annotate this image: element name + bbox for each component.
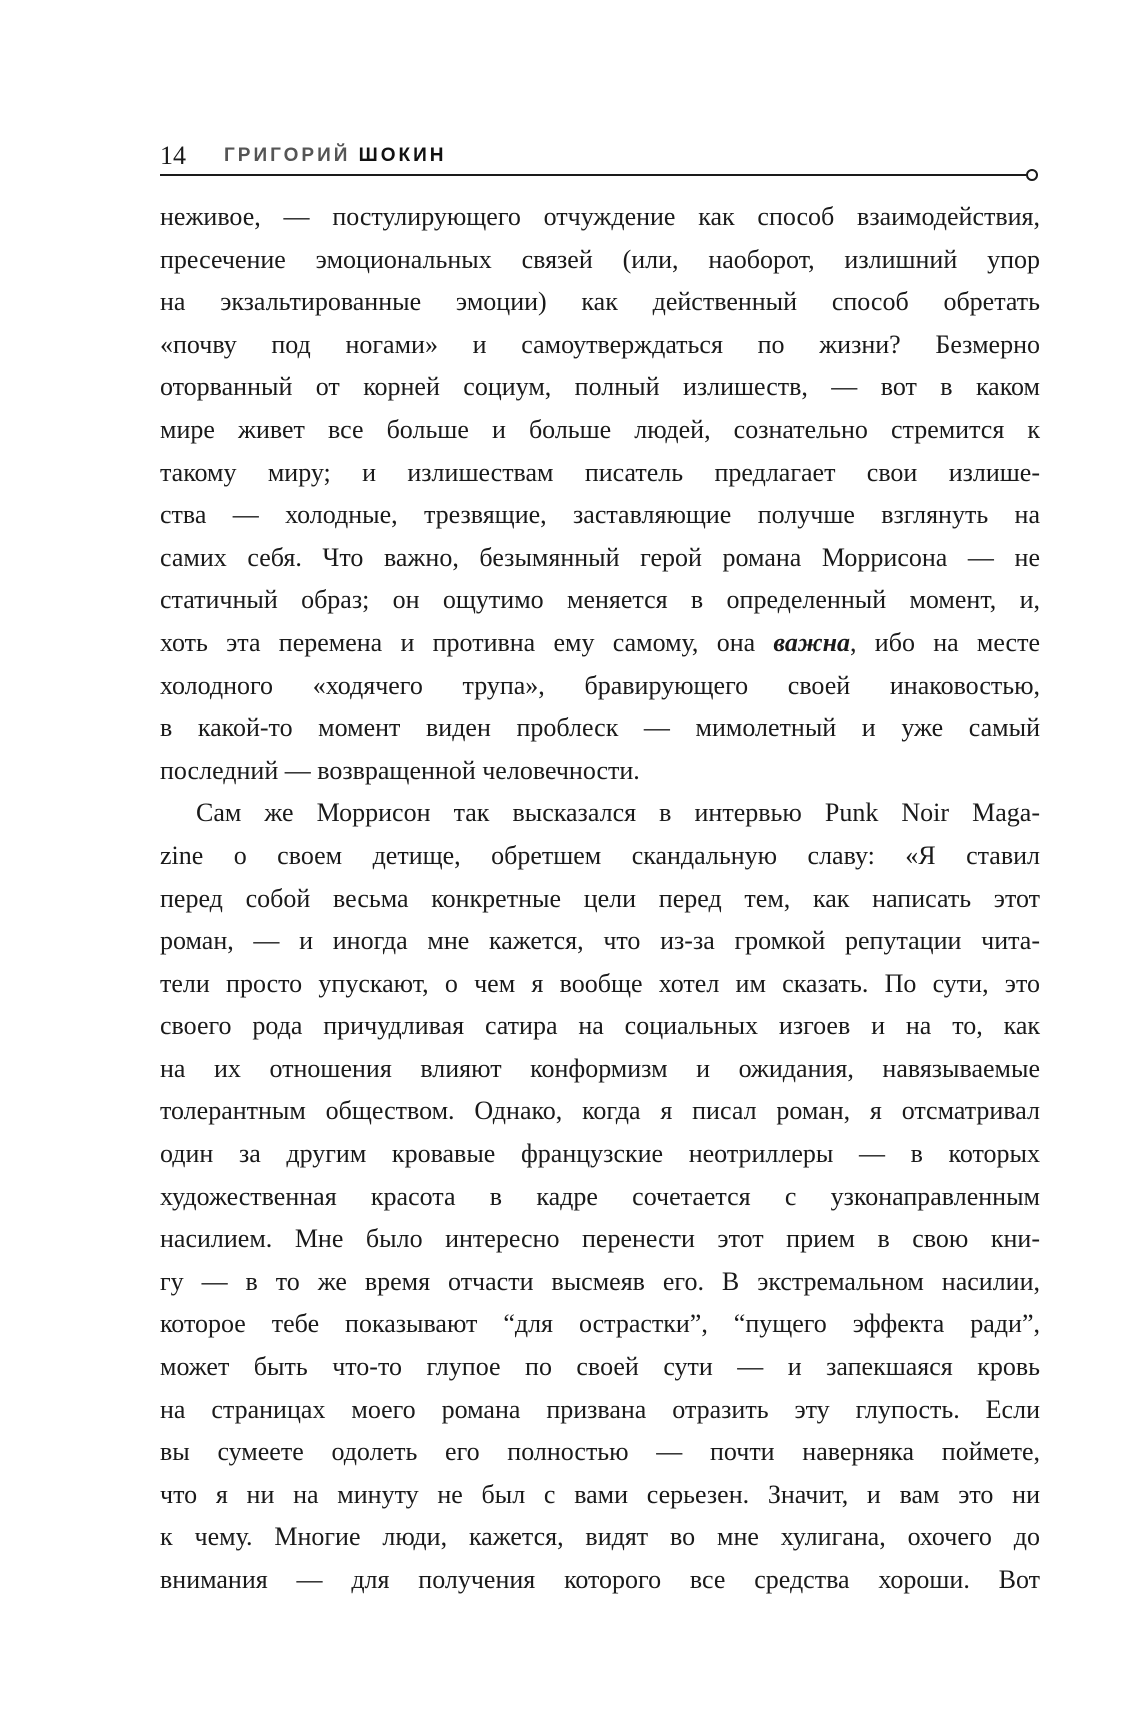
text-line: своего рода причудливая сатира на социальных изгоев и на то, как xyxy=(160,1011,1040,1041)
author-last-name: ШОКИН xyxy=(358,145,447,166)
text-line: один за другим кровавые французские неотриллеры — в которых xyxy=(160,1139,1040,1169)
text-line: художественная красота в кадре сочетается с узконаправленным xyxy=(160,1181,1040,1211)
text-line: «почву под ногами» и самоутверждаться по жизни? Безмерно xyxy=(160,329,1040,359)
author-first-name: ГРИГОРИЙ xyxy=(224,145,351,166)
text-line: внимания — для получения которого все средства хороши. Вот xyxy=(160,1565,1040,1594)
text-line: неживое, — постулирующего отчуждение как способ взаимодействия, xyxy=(160,202,1040,231)
text-line: последний — возвращенной человечности. xyxy=(160,755,640,785)
text-line: zine о своем детище, обретшем скандальную славу: «Я ставил xyxy=(160,840,1040,870)
text-line: на страницах моего романа призвана отразить эту глупость. Если xyxy=(160,1394,1040,1424)
running-header xyxy=(160,140,1040,180)
header-rule xyxy=(160,174,1026,176)
text-line-with-emphasis xyxy=(160,622,1040,665)
text-line: роман, — и иногда мне кажется, что из-за громкой репутации чита- xyxy=(160,926,1040,956)
text-line: такому миру; и излишествам писатель предлагает свои излише- xyxy=(160,457,1040,487)
text-line: статичный образ; он ощутимо меняется в определенный момент, и, xyxy=(160,585,1040,615)
text-line: перед собой весьма конкретные цели перед тем, как написать этот xyxy=(160,883,1040,913)
running-head-title xyxy=(224,142,447,170)
paragraph-1 xyxy=(160,196,1040,792)
text-line: насилием. Мне было интересно перенести этот прием в свою кни- xyxy=(160,1224,1040,1254)
header-rule-ornament xyxy=(1026,169,1038,181)
text-line: холодного «ходячего трупа», бравирующего своей инаковостью, xyxy=(160,670,1040,700)
text-line: которое тебе показывают “для острастки”, “пущего эффекта ради”, xyxy=(160,1309,1040,1339)
page-number: 14 xyxy=(160,141,186,170)
text-line: может быть что-то глупое по своей сути — и запекшаяся кровь xyxy=(160,1352,1040,1382)
text-line: в какой-то момент виден проблеск — мимолетный и уже самый xyxy=(160,713,1040,743)
text-line: вы сумеете одолеть его полностью — почти наверняка поймете, xyxy=(160,1437,1040,1467)
text-line: самих себя. Что важно, безымянный герой романа Моррисона — не xyxy=(160,542,1040,572)
paragraph-2 xyxy=(160,792,1040,1601)
text-line: Сам же Моррисон так высказался в интервью Punk Noir Maga- xyxy=(196,798,1040,828)
text-line: гу — в то же время отчасти высмеяв его. В экстремальном насилии, xyxy=(160,1266,1040,1296)
text-line: тели просто упускают, о чем я вообще хотел им сказать. По сути, это xyxy=(160,968,1040,998)
emphasis-word: важна xyxy=(773,627,851,657)
text-line: на экзальтированные эмоции) как действенный способ обретать xyxy=(160,287,1040,317)
text-line: пресечение эмоциональных связей (или, наоборот, излишний упор xyxy=(160,244,1040,274)
text-line: мире живет все больше и больше людей, сознательно стремится к xyxy=(160,414,1040,444)
text-line: к чему. Многие люди, кажется, видят во мне хулигана, охочего до xyxy=(160,1522,1040,1552)
text-line: что я ни на минуту не был с вами серьезен. Значит, и вам это ни xyxy=(160,1479,1040,1509)
text-segment: , ибо на месте xyxy=(850,627,1040,657)
text-line: на их отношения влияют конформизм и ожидания, навязываемые xyxy=(160,1053,1040,1083)
text-segment: хоть эта перемена и противна ему самому, она xyxy=(160,627,774,657)
body-text xyxy=(160,196,1040,1602)
text-line: толерантным обществом. Однако, когда я писал роман, я отсматривал xyxy=(160,1096,1040,1126)
text-line: ства — холодные, трезвящие, заставляющие получше взглянуть на xyxy=(160,500,1040,530)
text-line: оторванный от корней социум, полный излишеств, — вот в каком xyxy=(160,372,1040,402)
